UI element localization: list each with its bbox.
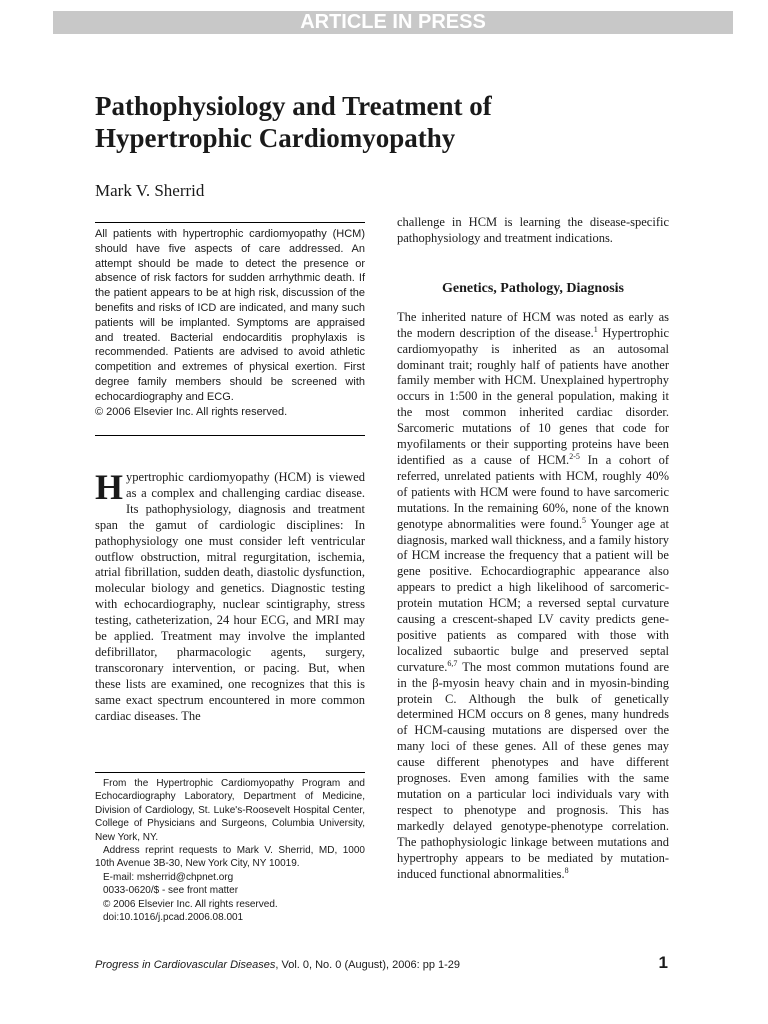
drop-cap: H	[95, 467, 124, 507]
citation-3: 5	[582, 515, 587, 525]
article-title: Pathophysiology and Treatment of Hypertrophic Cardiomyopathy	[95, 91, 492, 153]
intro-text: ypertrophic cardiomyopathy (HCM) is viewed as a complex and challenging cardiac disease. Its pathophysiology, diagnosis and treatment span the gamut of cardiologic disciplines: In pathophysiology one must consider left ventricular outflow obstruction, mitral regurgitation, ischemia, atrial fibrillation, sudden death, diastolic dysfunction, molecular biology and genetics. Diagnostic testing with echocardiography, nuclear scintigraphy, stress testing, catheterization, 24 hour ECG, and MRI may be applied. Treatment may involve the implanted defibrillator, pharmacologic agents, surgery, transcoronary intervention, or pacing. But, when these lists are examined, one recognizes that this is same exact spectrum encountered in more common cardiac diseases. The	[95, 470, 365, 723]
citation-2: 2-5	[569, 451, 580, 461]
abstract-copyright: © 2006 Elsevier Inc. All rights reserved.	[95, 405, 288, 418]
article-in-press-banner: ARTICLE IN PRESS	[53, 11, 733, 34]
abstract-box	[95, 222, 365, 436]
intro-paragraph	[95, 467, 365, 725]
genetics-text-4: Younger age at diagnosis, marked wall thickness, and a family history of HCM increase the frequency that a patient will be gene positive. Echocardiographic appearance also appears to predict a high likelihood of sarcomeric-protein mutation HCM; a reversed septal curvature causing a crescent-shaped LV cavity predicts gene-positive patients as compared with those with localized subaortic bulge and preserved septal curvature.	[397, 516, 669, 674]
author-email: E-mail: msherrid@chpnet.org	[103, 871, 234, 883]
author-name: Mark V. Sherrid	[95, 181, 205, 200]
genetics-text-2: Hypertrophic cardiomyopathy is inherited as an autosomal dominant trait; roughly half of patients have another family member with HCM. Unexplained hypertrophy occurs in 1:500 in the general population, making it the most common inherited cardiac disorder. Sarcomeric mutations of 10 genes that code for myofilaments or their supporting proteins have been identified as a cause of HCM.	[397, 325, 669, 467]
issn-line: 0033-0620/$ - see front matter	[103, 885, 239, 897]
genetics-text-1: The inherited nature of HCM was noted as early as the modern description of the disease.	[397, 309, 669, 340]
journal-details: , Vol. 0, No. 0 (August), 2006: pp 1-29	[275, 959, 461, 971]
continuation-text: challenge in HCM is learning the disease-specific pathophysiology and treatment indications.	[397, 215, 669, 245]
reprint-address: Address reprint requests to Mark V. Sherrid, MD, 1000 10th Avenue 3B-30, New York City, NY 10019.	[95, 845, 365, 870]
right-column	[397, 215, 669, 882]
affiliation-from: From the Hypertrophic Cardiomyopathy Program and Echocardiography Laboratory, Department of Medicine, Division of Cardiology, St. Luke's-Roosevelt Hospital Center, College of Physicians and Surgeons, Columbia University, New York, NY.	[95, 778, 365, 843]
citation-4: 6,7	[447, 658, 458, 668]
footnote-copyright: © 2006 Elsevier Inc. All rights reserved.	[103, 898, 278, 910]
citation-5: 8	[564, 865, 569, 875]
abstract-text: All patients with hypertrophic cardiomyopathy (HCM) should have five aspects of care addressed. An attempt should be made to detect the presence or absence of risk factors for sudden arrhythmic death. If the patient appears to be at high risk, discussion of the benefits and risks of ICD are indicated, and many such patients will be implanted. Symptoms are appraised and treated. Bacterial endocarditis prophylaxis is recommended. Patients are advised to avoid athletic competition and extremes of physical exertion. First degree family members should be screened with echocardiography and ECG.	[95, 228, 365, 403]
genetics-text-3: In a cohort of referred, unrelated patients with HCM, roughly 40% of patients with HCM were found to have sarcomeric mutations. In the remaining 60%, none of the known genotype abnormalities were found.	[397, 452, 669, 531]
genetics-paragraph	[397, 310, 669, 883]
journal-footer	[95, 958, 460, 972]
page-number: 1	[658, 953, 668, 972]
citation-1: 1	[593, 324, 598, 334]
doi-line: doi:10.1016/j.pcad.2006.08.001	[103, 912, 244, 924]
genetics-text-5: The most common mutations found are in the β-myosin heavy chain and in myosin-binding protein C. Although the bulk of genetically determined HCM occurs on 8 genes, many hundreds of HCM-causing mutations are dispersed over the many loci of these genes. All of these genes may cause different phenotypes and have different prognoses. Even among families with the same mutation on a particular loci individuals vary with respect to phenotype and prognosis. This has markedly delayed genotype-phenotype correlation. The pathophysiologic linkage between mutations and hypertrophy appears to be mediated by mutation-induced functional abnormalities.	[397, 659, 669, 881]
section-heading: Genetics, Pathology, Diagnosis	[441, 280, 624, 296]
journal-name: Progress in Cardiovascular Diseases	[95, 959, 276, 971]
affiliation-footnote	[95, 772, 365, 922]
